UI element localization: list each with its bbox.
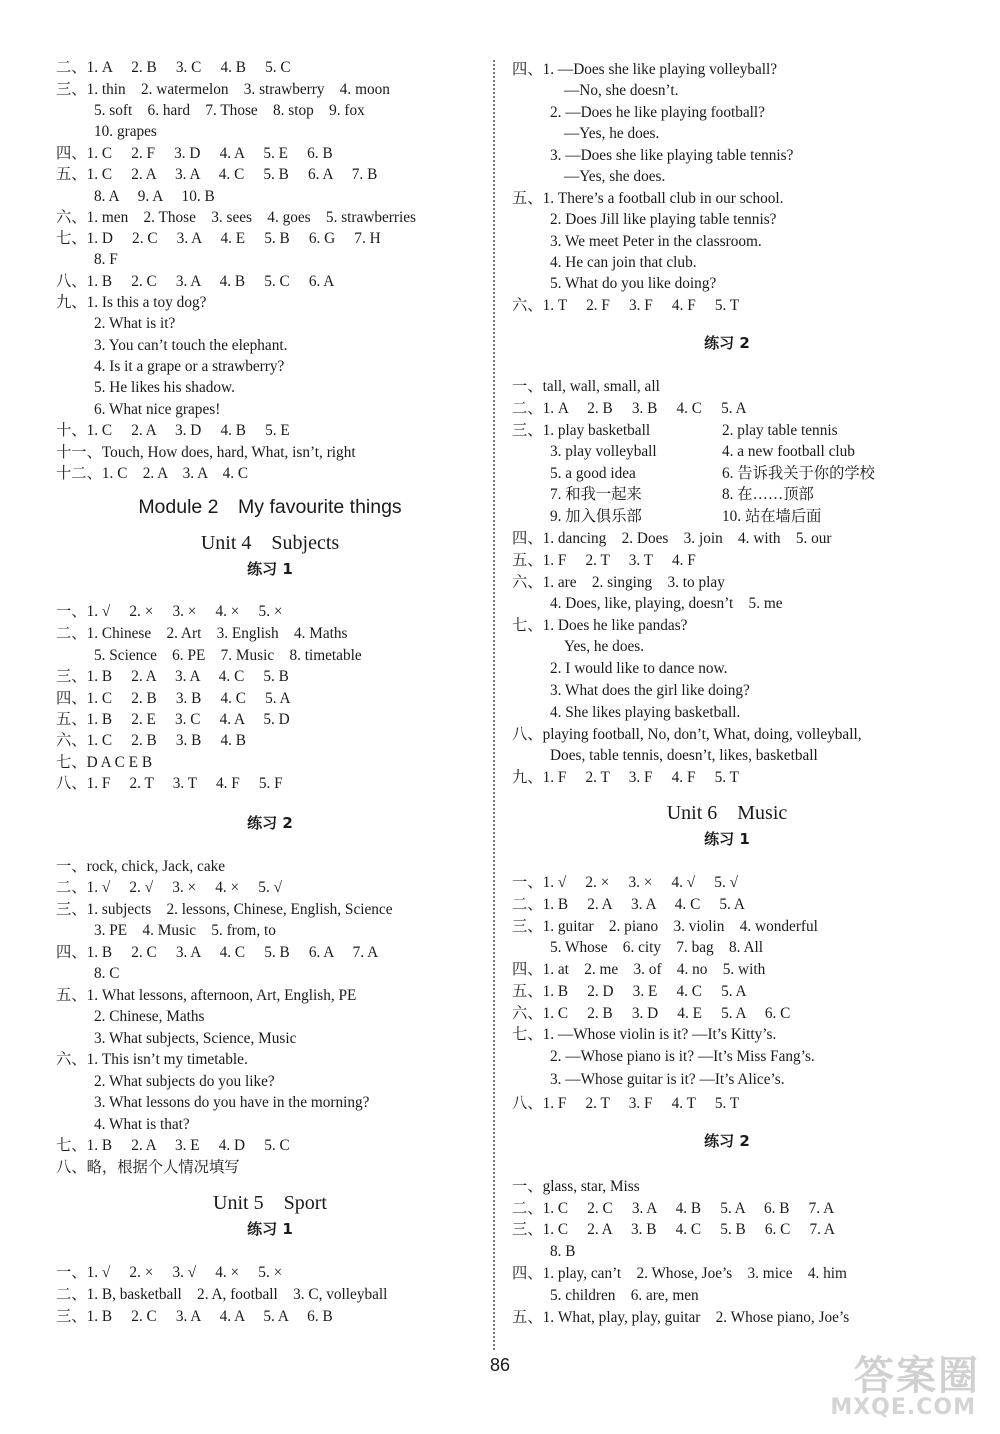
module-title: Module 2 My favourite things	[138, 496, 402, 518]
answer-line: 6. 告诉我关于你的学校	[722, 465, 875, 482]
answer-line: 九、1. F 2. T 3. F 4. F 5. T	[512, 769, 739, 786]
answer-line: 2. Does Jill like playing table tennis?	[550, 211, 777, 228]
answer-line: 10. 站在墙后面	[722, 508, 822, 525]
answer-line: 五、1. There’s a football club in our school.	[512, 190, 784, 207]
answer-line: —Yes, he does.	[564, 125, 660, 142]
answer-line: 2. —Does he like playing football?	[550, 104, 765, 121]
answer-line: 4. Is it a grape or a strawberry?	[94, 358, 285, 375]
answer-line: 二、1. Chinese 2. Art 3. English 4. Maths	[56, 625, 348, 642]
column-divider	[493, 60, 495, 1350]
exercise-heading: 练习 1	[704, 830, 750, 848]
answer-line: 九、1. Is this a toy dog?	[56, 294, 207, 311]
answer-line: 5. children 6. are, men	[550, 1287, 699, 1304]
answer-line: 二、1. B 2. A 3. A 4. C 5. A	[512, 896, 745, 913]
answer-line: 一、1. √ 2. × 3. × 4. × 5. ×	[56, 603, 283, 620]
watermark-text: 答案圈	[854, 1353, 980, 1399]
answer-line: 三、1. B 2. A 3. A 4. C 5. B	[56, 668, 289, 685]
answer-line: 2. play table tennis	[722, 422, 838, 439]
answer-line: 8. 在……顶部	[722, 486, 814, 503]
answer-line: 5. He likes his shadow.	[94, 379, 235, 396]
answer-line: 五、1. B 2. E 3. C 4. A 5. D	[56, 711, 290, 728]
answer-line: 一、1. √ 2. × 3. √ 4. × 5. ×	[56, 1264, 283, 1281]
answer-line: 四、1. play, can’t 2. Whose, Joe’s 3. mice 4. him	[512, 1265, 847, 1282]
answer-line: 五、1. What lessons, afternoon, Art, English, PE	[56, 987, 357, 1004]
answer-line: 二、1. A 2. B 3. C 4. B 5. C	[56, 59, 291, 76]
answer-line: 六、1. are 2. singing 3. to play	[512, 574, 725, 591]
answer-line: 六、1. T 2. F 3. F 4. F 5. T	[512, 297, 740, 314]
answer-line: 4. What is that?	[94, 1116, 190, 1133]
unit-title: Unit 4 Subjects	[200, 532, 340, 554]
answer-line: 四、1. C 2. F 3. D 4. A 5. E 6. B	[56, 145, 333, 162]
answer-line: 七、1. Does he like pandas?	[512, 617, 688, 634]
answer-line: 4. He can join that club.	[550, 254, 697, 271]
answer-line: 三、1. C 2. A 3. B 4. C 5. B 6. C 7. A	[512, 1221, 835, 1238]
exercise-heading: 练习 2	[247, 814, 293, 832]
answer-line: 二、1. √ 2. √ 3. × 4. × 5. √	[56, 879, 283, 896]
answer-line: 七、1. B 2. A 3. E 4. D 5. C	[56, 1137, 290, 1154]
answer-line: 5. Whose 6. city 7. bag 8. All	[550, 939, 764, 956]
answer-line: 3. What subjects, Science, Music	[94, 1030, 297, 1047]
answer-line: 七、D A C E B	[56, 754, 153, 771]
answer-line: 十、1. C 2. A 3. D 4. B 5. E	[56, 422, 290, 439]
answer-line: 10. grapes	[94, 123, 157, 140]
answer-line: 十一、Touch, How does, hard, What, isn’t, right	[56, 444, 356, 461]
answer-line: 六、1. This isn’t my timetable.	[56, 1051, 248, 1068]
answer-line: 2. What subjects do you like?	[94, 1073, 275, 1090]
answer-line: 四、1. —Does she like playing volleyball?	[512, 61, 778, 78]
answer-line: 一、1. √ 2. × 3. × 4. √ 5. √	[512, 874, 739, 891]
answer-line: 3. PE 4. Music 5. from, to	[94, 922, 276, 939]
unit-title: Unit 5 Sport	[213, 1192, 327, 1214]
answer-line: 二、1. B, basketball 2. A, football 3. C, volleyball	[56, 1286, 388, 1303]
answer-line: 7. 和我一起来	[550, 486, 642, 503]
answer-line: 8. A 9. A 10. B	[94, 188, 215, 205]
answer-line: 4. a new football club	[722, 443, 855, 460]
answer-line: 六、1. men 2. Those 3. sees 4. goes 5. strawberries	[56, 209, 416, 226]
answer-line: 二、1. A 2. B 3. B 4. C 5. A	[512, 400, 747, 417]
answer-line: 三、1. thin 2. watermelon 3. strawberry 4. moon	[56, 81, 390, 98]
answer-line: —Yes, she does.	[564, 168, 666, 185]
answer-line: 8. B	[550, 1243, 576, 1260]
answer-line: 三、1. B 2. C 3. A 4. A 5. A 6. B	[56, 1308, 333, 1325]
answer-line: 八、playing football, No, don’t, What, doing, volleyball,	[512, 726, 862, 743]
answer-line: 2. What is it?	[94, 315, 176, 332]
exercise-heading: 练习 2	[704, 334, 750, 352]
answer-line: —No, she doesn’t.	[564, 82, 679, 99]
answer-line: 四、1. C 2. B 3. B 4. C 5. A	[56, 690, 291, 707]
answer-line: 6. What nice grapes!	[94, 401, 221, 418]
answer-line: 八、1. B 2. C 3. A 4. B 5. C 6. A	[56, 273, 335, 290]
answer-line: 八、1. F 2. T 3. T 4. F 5. F	[56, 775, 283, 792]
answer-line: 一、rock, chick, Jack, cake	[56, 858, 226, 875]
answer-line: 3. play volleyball	[550, 443, 657, 460]
answer-line: 3. —Whose guitar is it? —It’s Alice’s.	[550, 1071, 785, 1088]
watermark-logo	[780, 1344, 980, 1420]
answer-line: 4. She likes playing basketball.	[550, 704, 741, 721]
answer-line: 五、1. What, play, play, guitar 2. Whose piano, Joe’s	[512, 1309, 850, 1326]
answer-line: Does, table tennis, doesn’t, likes, basketball	[550, 747, 818, 764]
exercise-heading: 练习 1	[247, 1220, 293, 1238]
answer-line: 二、1. C 2. C 3. A 4. B 5. A 6. B 7. A	[512, 1200, 835, 1217]
answer-line: 3. What lessons do you have in the morning?	[94, 1094, 370, 1111]
answer-line: 2. Chinese, Maths	[94, 1008, 205, 1025]
answer-line: 一、glass, star, Miss	[512, 1178, 640, 1195]
answer-line: 5. a good idea	[550, 465, 636, 482]
answer-line: 3. We meet Peter in the classroom.	[550, 233, 762, 250]
answer-line: 5. Science 6. PE 7. Music 8. timetable	[94, 647, 362, 664]
answer-line: 五、1. F 2. T 3. T 4. F	[512, 552, 696, 569]
answer-line: 一、tall, wall, small, all	[512, 378, 660, 395]
answer-line: 十二、1. C 2. A 3. A 4. C	[56, 465, 249, 482]
answer-line: 3. —Does she like playing table tennis?	[550, 147, 794, 164]
exercise-heading: 练习 1	[247, 560, 293, 578]
answer-line: 四、1. B 2. C 3. A 4. C 5. B 6. A 7. A	[56, 944, 379, 961]
answer-line: 5. soft 6. hard 7. Those 8. stop 9. fox	[94, 102, 365, 119]
answer-line: 4. Does, like, playing, doesn’t 5. me	[550, 595, 783, 612]
answer-line: 八、1. F 2. T 3. F 4. T 5. T	[512, 1095, 740, 1112]
answer-line: 8. C	[94, 965, 120, 982]
answer-line: 3. What does the girl like doing?	[550, 682, 750, 699]
answer-line: 3. You can’t touch the elephant.	[94, 337, 288, 354]
answer-line: 六、1. C 2. B 3. B 4. B	[56, 732, 246, 749]
answer-line: 三、1. subjects 2. lessons, Chinese, English, Science	[56, 901, 393, 918]
answer-line: 七、1. D 2. C 3. A 4. E 5. B 6. G 7. H	[56, 230, 381, 247]
watermark-url: MXQE.COM	[830, 1395, 976, 1420]
answer-line: 三、1. play basketball	[512, 422, 651, 439]
unit-title: Unit 6 Music	[666, 802, 788, 824]
page-number: 86	[489, 1355, 511, 1375]
answer-line: 2. —Whose piano is it? —It’s Miss Fang’s.	[550, 1048, 815, 1065]
answer-line: 五、1. B 2. D 3. E 4. C 5. A	[512, 983, 747, 1000]
answer-line: 七、1. —Whose violin is it? —It’s Kitty’s.	[512, 1026, 777, 1043]
answer-line: Yes, he does.	[564, 638, 645, 655]
exercise-heading: 练习 2	[704, 1132, 750, 1150]
answer-line: 四、1. at 2. me 3. of 4. no 5. with	[512, 961, 766, 978]
answer-line: 四、1. dancing 2. Does 3. join 4. with 5. our	[512, 530, 832, 547]
answer-line: 2. I would like to dance now.	[550, 660, 728, 677]
answer-line: 8. F	[94, 251, 118, 268]
answer-line: 五、1. C 2. A 3. A 4. C 5. B 6. A 7. B	[56, 166, 378, 183]
answer-line: 三、1. guitar 2. piano 3. violin 4. wonderful	[512, 918, 818, 935]
answer-line: 9. 加入俱乐部	[550, 508, 642, 525]
answer-line: 六、1. C 2. B 3. D 4. E 5. A 6. C	[512, 1005, 791, 1022]
answer-line: 5. What do you like doing?	[550, 275, 717, 292]
answer-line: 八、略，根据个人情况填写	[56, 1159, 240, 1176]
